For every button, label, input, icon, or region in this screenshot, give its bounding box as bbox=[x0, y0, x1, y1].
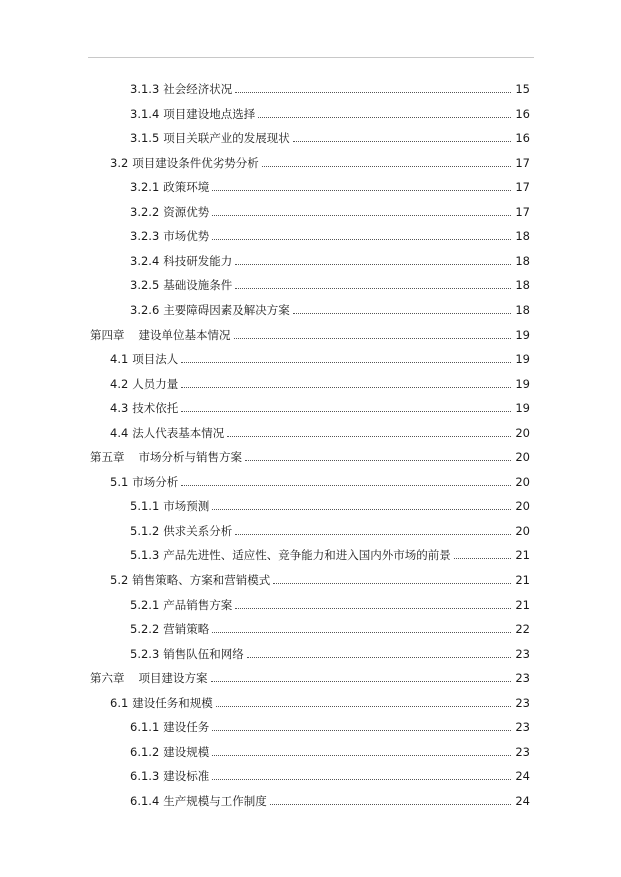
dot-leader bbox=[293, 141, 511, 142]
toc-entry-title: 市场优势 bbox=[163, 229, 210, 244]
toc-entry-number: 5.2.2 bbox=[130, 622, 160, 637]
toc-page-number: 16 bbox=[515, 106, 530, 121]
toc-entry-number: 3.2.4 bbox=[130, 253, 160, 268]
toc-page-number: 20 bbox=[515, 450, 530, 465]
toc-entry-number: 3.2.1 bbox=[130, 180, 160, 195]
toc-entry-label bbox=[110, 352, 178, 366]
toc-entry-number: 5.1.3 bbox=[130, 548, 160, 563]
toc-chapter-entry[interactable] bbox=[90, 444, 530, 464]
toc-page-number: 21 bbox=[515, 573, 530, 587]
toc-entry-number: 5.1.1 bbox=[130, 499, 160, 514]
toc-page-number: 23 bbox=[515, 671, 530, 686]
dot-leader bbox=[273, 583, 511, 584]
toc-entry-label bbox=[130, 303, 290, 317]
toc-page-number: 19 bbox=[515, 327, 530, 342]
toc-page-number: 18 bbox=[515, 229, 530, 244]
toc-entry[interactable] bbox=[130, 739, 530, 759]
toc-entry-label bbox=[130, 548, 451, 562]
toc-entry[interactable] bbox=[130, 248, 530, 268]
dot-leader bbox=[235, 608, 511, 609]
toc-entry[interactable] bbox=[130, 199, 530, 219]
dot-leader bbox=[234, 338, 512, 339]
toc-entry[interactable] bbox=[110, 395, 530, 415]
dot-leader bbox=[454, 558, 511, 559]
toc-entry-label bbox=[130, 598, 232, 612]
toc-entry-title: 建设标准 bbox=[163, 769, 210, 784]
toc-entry[interactable] bbox=[130, 641, 530, 661]
toc-entry-title: 供求关系分析 bbox=[163, 523, 233, 538]
dot-leader bbox=[212, 239, 511, 240]
toc-entry[interactable] bbox=[130, 763, 530, 783]
toc-entry-number: 第四章 bbox=[90, 327, 125, 342]
dot-leader bbox=[212, 215, 511, 216]
toc-entry-label bbox=[130, 180, 209, 194]
toc-entry[interactable] bbox=[130, 223, 530, 243]
toc-entry-title: 建设任务和规模 bbox=[132, 695, 213, 710]
toc-entry-number: 5.2.1 bbox=[130, 597, 160, 612]
toc-entry-number: 3.2.5 bbox=[130, 278, 160, 293]
dot-leader bbox=[216, 706, 511, 707]
toc-entry-number: 5.2.3 bbox=[130, 646, 160, 661]
toc-entry-number: 4.4 bbox=[110, 425, 129, 440]
toc-entry-title: 政策环境 bbox=[163, 180, 210, 195]
toc-entry-label bbox=[130, 107, 255, 121]
toc-page-number: 19 bbox=[515, 376, 530, 391]
toc-entry-number: 3.2.6 bbox=[130, 302, 160, 317]
toc-entry[interactable] bbox=[130, 542, 530, 562]
toc-entry-title: 市场分析与销售方案 bbox=[138, 450, 242, 465]
toc-page-number: 23 bbox=[515, 695, 530, 710]
dot-leader bbox=[270, 804, 511, 805]
toc-entry-label bbox=[130, 278, 232, 292]
toc-entry-label bbox=[130, 745, 209, 759]
toc-entry-label bbox=[130, 647, 244, 661]
toc-entry[interactable] bbox=[130, 518, 530, 538]
dot-leader bbox=[293, 313, 511, 314]
toc-entry-label bbox=[110, 156, 259, 170]
toc-entry[interactable] bbox=[130, 592, 530, 612]
toc-page-number: 17 bbox=[515, 180, 530, 195]
toc-entry-label bbox=[90, 671, 208, 685]
toc-page-number: 19 bbox=[515, 401, 530, 416]
toc-page-number: 21 bbox=[515, 597, 530, 612]
toc-entry-title: 营销策略 bbox=[163, 622, 210, 637]
toc-page-number: 16 bbox=[515, 131, 530, 146]
toc-page-number: 23 bbox=[515, 720, 530, 735]
toc-page-number: 20 bbox=[515, 425, 530, 440]
toc-entry[interactable] bbox=[110, 469, 530, 489]
toc-entry-label bbox=[130, 82, 232, 96]
dot-leader bbox=[247, 657, 511, 658]
toc-entry-number: 5.1 bbox=[110, 474, 129, 489]
toc-entry-title: 社会经济状况 bbox=[163, 82, 233, 96]
toc-entry[interactable] bbox=[130, 125, 530, 145]
dot-leader bbox=[211, 681, 512, 682]
toc-entry-label bbox=[130, 499, 209, 513]
toc-page-number: 20 bbox=[515, 499, 530, 514]
toc-entry-title: 技术依托 bbox=[132, 401, 179, 416]
dot-leader bbox=[181, 411, 511, 412]
toc-page-number: 24 bbox=[515, 793, 530, 808]
toc-chapter-entry[interactable] bbox=[90, 665, 530, 685]
toc-entry-title: 项目建设条件优劣势分析 bbox=[132, 155, 259, 170]
toc-entry-label bbox=[130, 229, 209, 243]
toc-entry-label bbox=[110, 401, 178, 415]
toc-entry-number: 6.1.4 bbox=[130, 793, 160, 808]
toc-entry-title: 产品销售方案 bbox=[163, 597, 233, 612]
toc-entry-label bbox=[90, 328, 231, 342]
dot-leader bbox=[235, 288, 511, 289]
toc-entry-title: 建设单位基本情况 bbox=[138, 327, 231, 342]
toc-entry-title: 人员力量 bbox=[132, 376, 179, 391]
toc-entry-title: 资源优势 bbox=[163, 204, 210, 219]
toc-entry[interactable] bbox=[110, 346, 530, 366]
toc-entry[interactable] bbox=[110, 567, 530, 587]
dot-leader bbox=[181, 387, 511, 388]
toc-entry-number: 5.2 bbox=[110, 573, 129, 587]
toc-entry-title: 销售策略、方案和营销模式 bbox=[132, 573, 271, 587]
toc-entry-title: 市场分析 bbox=[132, 474, 179, 489]
toc-entry-label bbox=[130, 524, 232, 538]
toc-entry-number: 3.1.3 bbox=[130, 82, 160, 96]
toc-entry-label bbox=[130, 254, 232, 268]
toc-page-number: 18 bbox=[515, 302, 530, 317]
toc-entry[interactable] bbox=[110, 690, 530, 710]
toc-entry-number: 6.1.3 bbox=[130, 769, 160, 784]
toc-entry-number: 3.2.3 bbox=[130, 229, 160, 244]
toc-page-number: 23 bbox=[515, 744, 530, 759]
toc-entry-title: 主要障碍因素及解决方案 bbox=[163, 302, 290, 317]
toc-page-number: 23 bbox=[515, 646, 530, 661]
toc-entry-title: 法人代表基本情况 bbox=[132, 425, 225, 440]
toc-entry-number: 3.2 bbox=[110, 155, 129, 170]
toc-entry-label bbox=[130, 622, 209, 636]
toc-entry-number: 6.1 bbox=[110, 695, 129, 710]
toc-entry-label bbox=[90, 450, 242, 464]
toc-entry-number: 3.2.2 bbox=[130, 204, 160, 219]
toc-entry[interactable] bbox=[110, 150, 530, 170]
dot-leader bbox=[212, 779, 511, 780]
toc-entry-label bbox=[110, 426, 224, 440]
toc-entry[interactable] bbox=[110, 371, 530, 391]
toc-page-number: 18 bbox=[515, 253, 530, 268]
toc-entry-title: 项目建设方案 bbox=[138, 671, 208, 686]
toc-entry-title: 项目关联产业的发展现状 bbox=[163, 131, 290, 146]
toc-entry[interactable] bbox=[130, 272, 530, 292]
toc-entry-label bbox=[130, 720, 209, 734]
toc-chapter-entry[interactable] bbox=[90, 322, 530, 342]
dot-leader bbox=[235, 264, 511, 265]
dot-leader bbox=[235, 92, 511, 93]
dot-leader bbox=[227, 436, 511, 437]
toc-entry-number: 5.1.2 bbox=[130, 523, 160, 538]
dot-leader bbox=[245, 460, 511, 461]
toc-page-number: 20 bbox=[515, 474, 530, 489]
toc-entry[interactable] bbox=[130, 616, 530, 636]
dot-leader bbox=[181, 485, 511, 486]
toc-entry-title: 建设任务 bbox=[163, 720, 210, 735]
toc-entry[interactable] bbox=[110, 420, 530, 440]
toc-entry-number: 第六章 bbox=[90, 671, 125, 686]
toc-page-number: 20 bbox=[515, 523, 530, 538]
toc-entry-title: 项目建设地点选择 bbox=[163, 106, 256, 121]
toc-entry[interactable] bbox=[130, 297, 530, 317]
dot-leader bbox=[235, 534, 511, 535]
toc-entry-number: 6.1.1 bbox=[130, 720, 160, 735]
dot-leader bbox=[212, 730, 511, 731]
toc-entry-title: 建设规模 bbox=[163, 744, 210, 759]
toc-page-number: 17 bbox=[515, 155, 530, 170]
toc-page-number: 22 bbox=[515, 622, 530, 637]
toc-entry-label bbox=[110, 696, 213, 710]
toc-entry-label bbox=[110, 475, 178, 489]
dot-leader bbox=[212, 509, 511, 510]
toc-entry-number: 3.1.5 bbox=[130, 131, 160, 146]
toc-page-number: 18 bbox=[515, 278, 530, 293]
toc-entry-number: 第五章 bbox=[90, 450, 125, 465]
toc-entry-title: 市场预测 bbox=[163, 499, 210, 514]
toc-entry-title: 项目法人 bbox=[132, 352, 179, 367]
toc-entry-number: 3.1.4 bbox=[130, 106, 160, 121]
toc-entry-number: 6.1.2 bbox=[130, 744, 160, 759]
toc-entry-number: 4.1 bbox=[110, 352, 129, 367]
dot-leader bbox=[181, 362, 511, 363]
header-rule bbox=[88, 57, 534, 58]
toc-entry[interactable] bbox=[130, 788, 530, 808]
toc-entry-label bbox=[130, 205, 209, 219]
toc-entry-title: 基础设施条件 bbox=[163, 278, 233, 293]
dot-leader bbox=[212, 190, 511, 191]
toc-entry-label bbox=[130, 131, 290, 145]
dot-leader bbox=[212, 755, 511, 756]
toc-page-number: 15 bbox=[515, 82, 530, 96]
toc-entry-title: 产品先进性、适应性、竞争能力和进入国内外市场的前景 bbox=[163, 548, 451, 563]
dot-leader bbox=[258, 117, 511, 118]
toc-page-number: 24 bbox=[515, 769, 530, 784]
toc-page-number: 21 bbox=[515, 548, 530, 563]
toc-entry-number: 4.2 bbox=[110, 376, 129, 391]
toc-entry-label bbox=[130, 769, 209, 783]
toc-entry-number: 4.3 bbox=[110, 401, 129, 416]
toc-page-number: 17 bbox=[515, 204, 530, 219]
dot-leader bbox=[212, 632, 511, 633]
toc-entry-title: 销售队伍和网络 bbox=[163, 646, 244, 661]
toc-page-number: 19 bbox=[515, 352, 530, 367]
dot-leader bbox=[262, 166, 511, 167]
toc-entry-label bbox=[130, 794, 267, 808]
toc-entry[interactable] bbox=[130, 493, 530, 513]
toc-entry[interactable] bbox=[130, 714, 530, 734]
toc-entry-label bbox=[110, 573, 270, 587]
toc-entry-label bbox=[110, 377, 178, 391]
toc-entry[interactable] bbox=[130, 76, 530, 96]
toc-entry[interactable] bbox=[130, 101, 530, 121]
toc-entry-title: 生产规模与工作制度 bbox=[163, 793, 267, 808]
toc-entry-title: 科技研发能力 bbox=[163, 253, 233, 268]
toc-entry[interactable] bbox=[130, 174, 530, 194]
